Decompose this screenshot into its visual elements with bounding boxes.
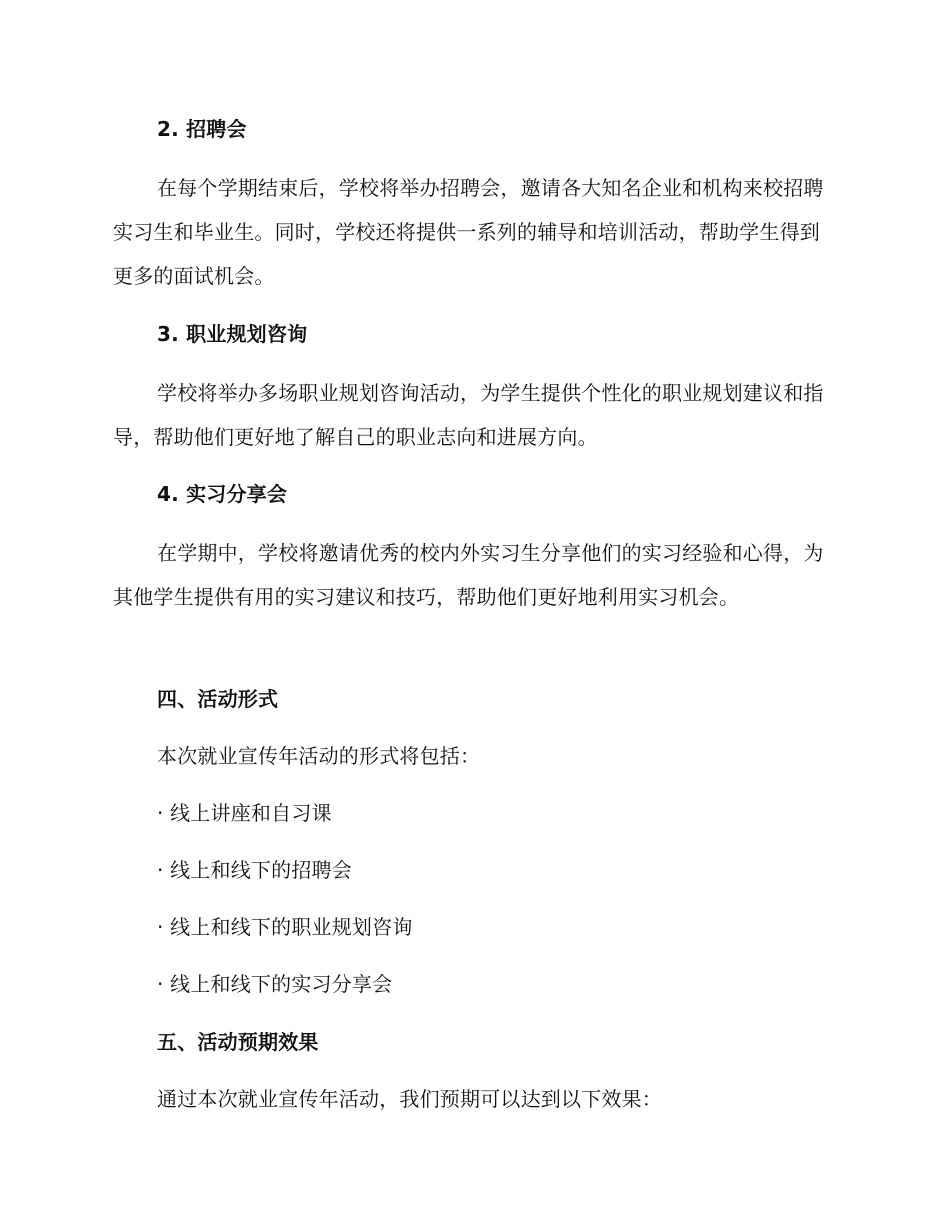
section-heading-internship-sharing: 4. 实习分享会	[157, 482, 288, 506]
paragraph-career-consulting: 学校将举办多场职业规划咨询活动，为学生提供个性化的职业规划建议和指导，帮助他们更好地了解自己的职业志向和进展方向。	[113, 381, 824, 449]
section-heading-career-consulting: 3. 职业规划咨询	[157, 322, 308, 346]
paragraph-internship-sharing: 在学期中，学校将邀请优秀的校内外实习生分享他们的实习经验和心得，为其他学生提供有用的实习建议和技巧，帮助他们更好地利用实习机会。	[113, 541, 824, 609]
section-heading-recruitment-fair: 2. 招聘会	[157, 117, 247, 141]
list-item: · 线上讲座和自习课	[157, 801, 332, 825]
section-heading-expected-effects: 五、活动预期效果	[157, 1030, 319, 1054]
list-item: · 线上和线下的实习分享会	[157, 972, 393, 996]
paragraph-activity-forms-intro: 本次就业宣传年活动的形式将包括：	[157, 744, 481, 768]
list-item: · 线上和线下的职业规划咨询	[157, 915, 413, 939]
section-heading-activity-forms: 四、活动形式	[157, 687, 279, 711]
paragraph-expected-effects-intro: 通过本次就业宣传年活动，我们预期可以达到以下效果：	[157, 1087, 662, 1111]
paragraph-recruitment-fair: 在每个学期结束后，学校将举办招聘会，邀请各大知名企业和机构来校招聘实习生和毕业生。同时，学校还将提供一系列的辅导和培训活动，帮助学生得到更多的面试机会。	[113, 176, 824, 288]
list-item: · 线上和线下的招聘会	[157, 858, 352, 882]
